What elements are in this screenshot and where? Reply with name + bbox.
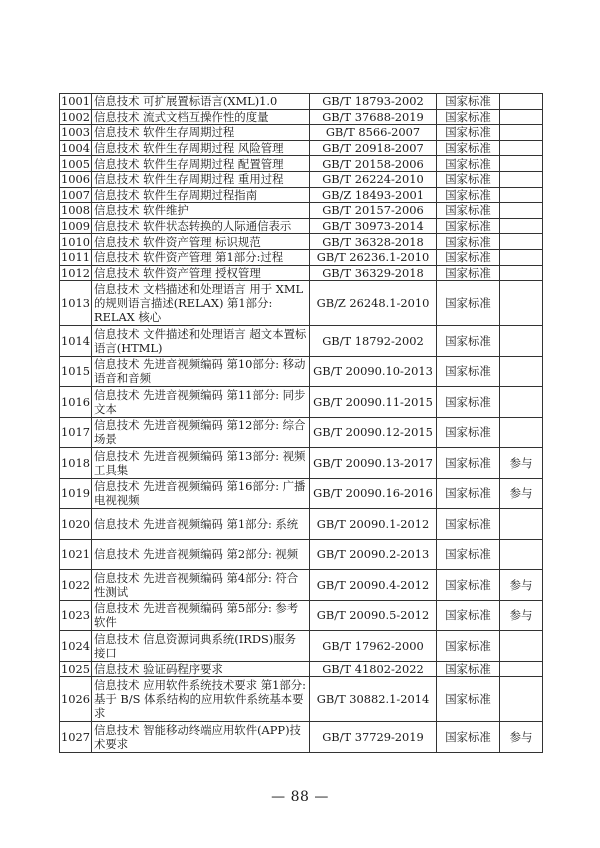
standard-name: 信息技术 可扩展置标语言(XML)1.0 xyxy=(92,94,310,110)
standard-code: GB/T 20090.10-2013 xyxy=(310,356,437,387)
standards-table xyxy=(59,93,543,753)
standard-name: 信息技术 软件生存周期过程 重用过程 xyxy=(92,171,310,187)
participation-note xyxy=(500,171,543,187)
participation-note xyxy=(500,125,543,141)
standard-type: 国家标准 xyxy=(437,356,500,387)
standard-name: 信息技术 智能移动终端应用软件(APP)技术要求 xyxy=(92,722,310,753)
participation-note xyxy=(500,218,543,234)
standard-code: GB/Z 18493-2001 xyxy=(310,187,437,203)
participation-note xyxy=(500,677,543,722)
standard-name: 信息技术 信息资源词典系统(IRDS)服务接口 xyxy=(92,631,310,662)
participation-note: 参与 xyxy=(500,722,543,753)
standard-code: GB/T 30973-2014 xyxy=(310,218,437,234)
row-number: 1017 xyxy=(60,417,92,448)
row-number: 1006 xyxy=(61,172,90,187)
participation-note xyxy=(500,631,543,662)
row-number: 1018 xyxy=(60,448,92,479)
standard-code: GB/T 20157-2006 xyxy=(310,203,437,219)
table-row xyxy=(60,109,543,125)
participation-note xyxy=(500,326,543,357)
standard-code: GB/T 8566-2007 xyxy=(310,125,437,141)
standard-name: 信息技术 验证码程序要求 xyxy=(92,661,310,677)
participation-note xyxy=(500,140,543,156)
participation-note xyxy=(500,265,543,281)
standard-type: 国家标准 xyxy=(437,156,500,172)
standard-type: 国家标准 xyxy=(437,722,500,753)
table-row xyxy=(60,326,543,357)
table-body xyxy=(60,94,543,753)
standard-name: 信息技术 先进音视频编码 第5部分: 参考软件 xyxy=(92,600,310,631)
standard-type: 国家标准 xyxy=(437,387,500,418)
row-number: 1010 xyxy=(61,234,90,249)
standard-type: 国家标准 xyxy=(437,171,500,187)
standard-type: 国家标准 xyxy=(437,539,500,570)
table-row xyxy=(60,171,543,187)
row-number: 1001 xyxy=(61,94,90,109)
standard-code: GB/T 20090.13-2017 xyxy=(310,448,437,479)
row-number: 1019 xyxy=(60,478,92,509)
row-number: 1012 xyxy=(61,265,90,280)
row-number: 1022 xyxy=(60,570,92,601)
row-number: 1020 xyxy=(60,509,92,540)
standard-name: 信息技术 软件生存周期过程 xyxy=(92,125,310,141)
row-number: 1003 xyxy=(61,125,90,140)
standard-name: 信息技术 先进音视频编码 第4部分: 符合性测试 xyxy=(92,570,310,601)
standard-type: 国家标准 xyxy=(437,417,500,448)
standard-code: GB/T 36329-2018 xyxy=(310,265,437,281)
standard-name: 信息技术 软件资产管理 标识规范 xyxy=(92,234,310,250)
standard-name: 信息技术 先进音视频编码 第16部分: 广播电视视频 xyxy=(92,478,310,509)
row-number: 1004 xyxy=(61,141,90,156)
table-row xyxy=(60,156,543,172)
standard-code: GB/T 37729-2019 xyxy=(310,722,437,753)
table-row xyxy=(60,722,543,753)
participation-note xyxy=(500,187,543,203)
row-number: 1008 xyxy=(61,203,90,218)
participation-note xyxy=(500,203,543,219)
participation-note xyxy=(500,356,543,387)
standard-code: GB/T 36328-2018 xyxy=(310,234,437,250)
standard-name: 信息技术 文档描述和处理语言 用于 XML 的规则语言描述(RELAX) 第1部分: RELAX 核心 xyxy=(92,281,310,326)
table-row xyxy=(60,203,543,219)
standard-name: 信息技术 软件状态转换的人际通信表示 xyxy=(92,218,310,234)
row-number: 1014 xyxy=(60,326,92,357)
standard-code: GB/T 26236.1-2010 xyxy=(310,249,437,265)
table-row xyxy=(60,265,543,281)
table-row xyxy=(60,125,543,141)
standard-type: 国家标准 xyxy=(437,448,500,479)
standard-type: 国家标准 xyxy=(437,187,500,203)
standard-code: GB/T 20090.1-2012 xyxy=(310,509,437,540)
standard-type: 国家标准 xyxy=(437,203,500,219)
table-row xyxy=(60,677,543,722)
standard-code: GB/T 18792-2002 xyxy=(310,326,437,357)
standard-name: 信息技术 软件生存周期过程 风险管理 xyxy=(92,140,310,156)
standard-name: 信息技术 先进音视频编码 第11部分: 同步文本 xyxy=(92,387,310,418)
standard-name: 信息技术 文件描述和处理语言 超文本置标语言(HTML) xyxy=(92,326,310,357)
participation-note xyxy=(500,156,543,172)
participation-note xyxy=(500,509,543,540)
standard-name: 信息技术 软件资产管理 第1部分:过程 xyxy=(92,249,310,265)
participation-note: 参与 xyxy=(500,600,543,631)
standard-code: GB/T 17962-2000 xyxy=(310,631,437,662)
standard-type: 国家标准 xyxy=(437,478,500,509)
table-row xyxy=(60,570,543,601)
standard-code: GB/T 20158-2006 xyxy=(310,156,437,172)
table-row xyxy=(60,94,543,110)
standard-code: GB/T 37688-2019 xyxy=(310,109,437,125)
table-row xyxy=(60,281,543,326)
participation-note xyxy=(500,234,543,250)
standard-code: GB/T 30882.1-2014 xyxy=(310,677,437,722)
standard-code: GB/T 20090.4-2012 xyxy=(310,570,437,601)
table-row xyxy=(60,539,543,570)
participation-note xyxy=(500,109,543,125)
participation-note: 参与 xyxy=(500,570,543,601)
table-row xyxy=(60,234,543,250)
row-number: 1016 xyxy=(60,387,92,418)
table-row xyxy=(60,218,543,234)
row-number: 1015 xyxy=(60,356,92,387)
table-row xyxy=(60,478,543,509)
standard-type: 国家标准 xyxy=(437,140,500,156)
row-number: 1027 xyxy=(60,722,92,753)
standard-type: 国家标准 xyxy=(437,281,500,326)
row-number: 1024 xyxy=(60,631,92,662)
table-row xyxy=(60,448,543,479)
row-number: 1013 xyxy=(60,281,92,326)
standard-code: GB/T 20090.11-2015 xyxy=(310,387,437,418)
standard-type: 国家标准 xyxy=(437,661,500,677)
standard-code: GB/T 20090.2-2013 xyxy=(310,539,437,570)
table-row xyxy=(60,661,543,677)
table-row xyxy=(60,140,543,156)
standard-type: 国家标准 xyxy=(437,125,500,141)
standard-name: 信息技术 软件生存周期过程 配置管理 xyxy=(92,156,310,172)
row-number: 1009 xyxy=(61,219,90,234)
participation-note: 参与 xyxy=(500,478,543,509)
row-number: 1023 xyxy=(60,600,92,631)
table-row xyxy=(60,187,543,203)
participation-note xyxy=(500,94,543,110)
row-number: 1002 xyxy=(61,109,90,124)
standard-type: 国家标准 xyxy=(437,677,500,722)
participation-note xyxy=(500,539,543,570)
standard-code: GB/T 20090.16-2016 xyxy=(310,478,437,509)
participation-note xyxy=(500,661,543,677)
standard-name: 信息技术 先进音视频编码 第1部分: 系统 xyxy=(92,509,310,540)
standard-code: GB/T 18793-2002 xyxy=(310,94,437,110)
participation-note xyxy=(500,387,543,418)
participation-note: 参与 xyxy=(500,448,543,479)
standard-type: 国家标准 xyxy=(437,234,500,250)
standard-name: 信息技术 应用软件系统技术要求 第1部分: 基于 B/S 体系结构的应用软件系统基本要求 xyxy=(92,677,310,722)
row-number: 1005 xyxy=(61,156,90,171)
standard-name: 信息技术 软件生存周期过程指南 xyxy=(92,187,310,203)
standard-name: 信息技术 先进音视频编码 第13部分: 视频工具集 xyxy=(92,448,310,479)
standard-type: 国家标准 xyxy=(437,94,500,110)
row-number: 1021 xyxy=(60,539,92,570)
standard-type: 国家标准 xyxy=(437,326,500,357)
table-row xyxy=(60,417,543,448)
standard-type: 国家标准 xyxy=(437,218,500,234)
standard-type: 国家标准 xyxy=(437,570,500,601)
standard-code: GB/T 26224-2010 xyxy=(310,171,437,187)
standard-type: 国家标准 xyxy=(437,631,500,662)
standard-code: GB/T 41802-2022 xyxy=(310,661,437,677)
participation-note xyxy=(500,417,543,448)
standard-type: 国家标准 xyxy=(437,249,500,265)
table-row xyxy=(60,387,543,418)
participation-note xyxy=(500,249,543,265)
standard-type: 国家标准 xyxy=(437,509,500,540)
row-number: 1007 xyxy=(61,187,90,202)
row-number: 1025 xyxy=(61,661,90,676)
participation-note xyxy=(500,281,543,326)
table-row xyxy=(60,631,543,662)
table-row xyxy=(60,249,543,265)
standard-name: 信息技术 先进音视频编码 第10部分: 移动语音和音频 xyxy=(92,356,310,387)
table-row xyxy=(60,600,543,631)
standard-type: 国家标准 xyxy=(437,265,500,281)
standard-code: GB/T 20918-2007 xyxy=(310,140,437,156)
standard-name: 信息技术 流式文档互操作性的度量 xyxy=(92,109,310,125)
row-number: 1011 xyxy=(61,250,90,265)
standard-type: 国家标准 xyxy=(437,600,500,631)
standard-name: 信息技术 软件资产管理 授权管理 xyxy=(92,265,310,281)
standard-type: 国家标准 xyxy=(437,109,500,125)
table-row xyxy=(60,356,543,387)
standard-code: GB/T 20090.5-2012 xyxy=(310,600,437,631)
standard-name: 信息技术 软件维护 xyxy=(92,203,310,219)
row-number: 1026 xyxy=(60,677,92,722)
table-row xyxy=(60,509,543,540)
standard-name: 信息技术 先进音视频编码 第2部分: 视频 xyxy=(92,539,310,570)
standard-code: GB/T 20090.12-2015 xyxy=(310,417,437,448)
standard-name: 信息技术 先进音视频编码 第12部分: 综合场景 xyxy=(92,417,310,448)
standard-code: GB/Z 26248.1-2010 xyxy=(310,281,437,326)
page-number: — 88 — xyxy=(271,789,329,805)
